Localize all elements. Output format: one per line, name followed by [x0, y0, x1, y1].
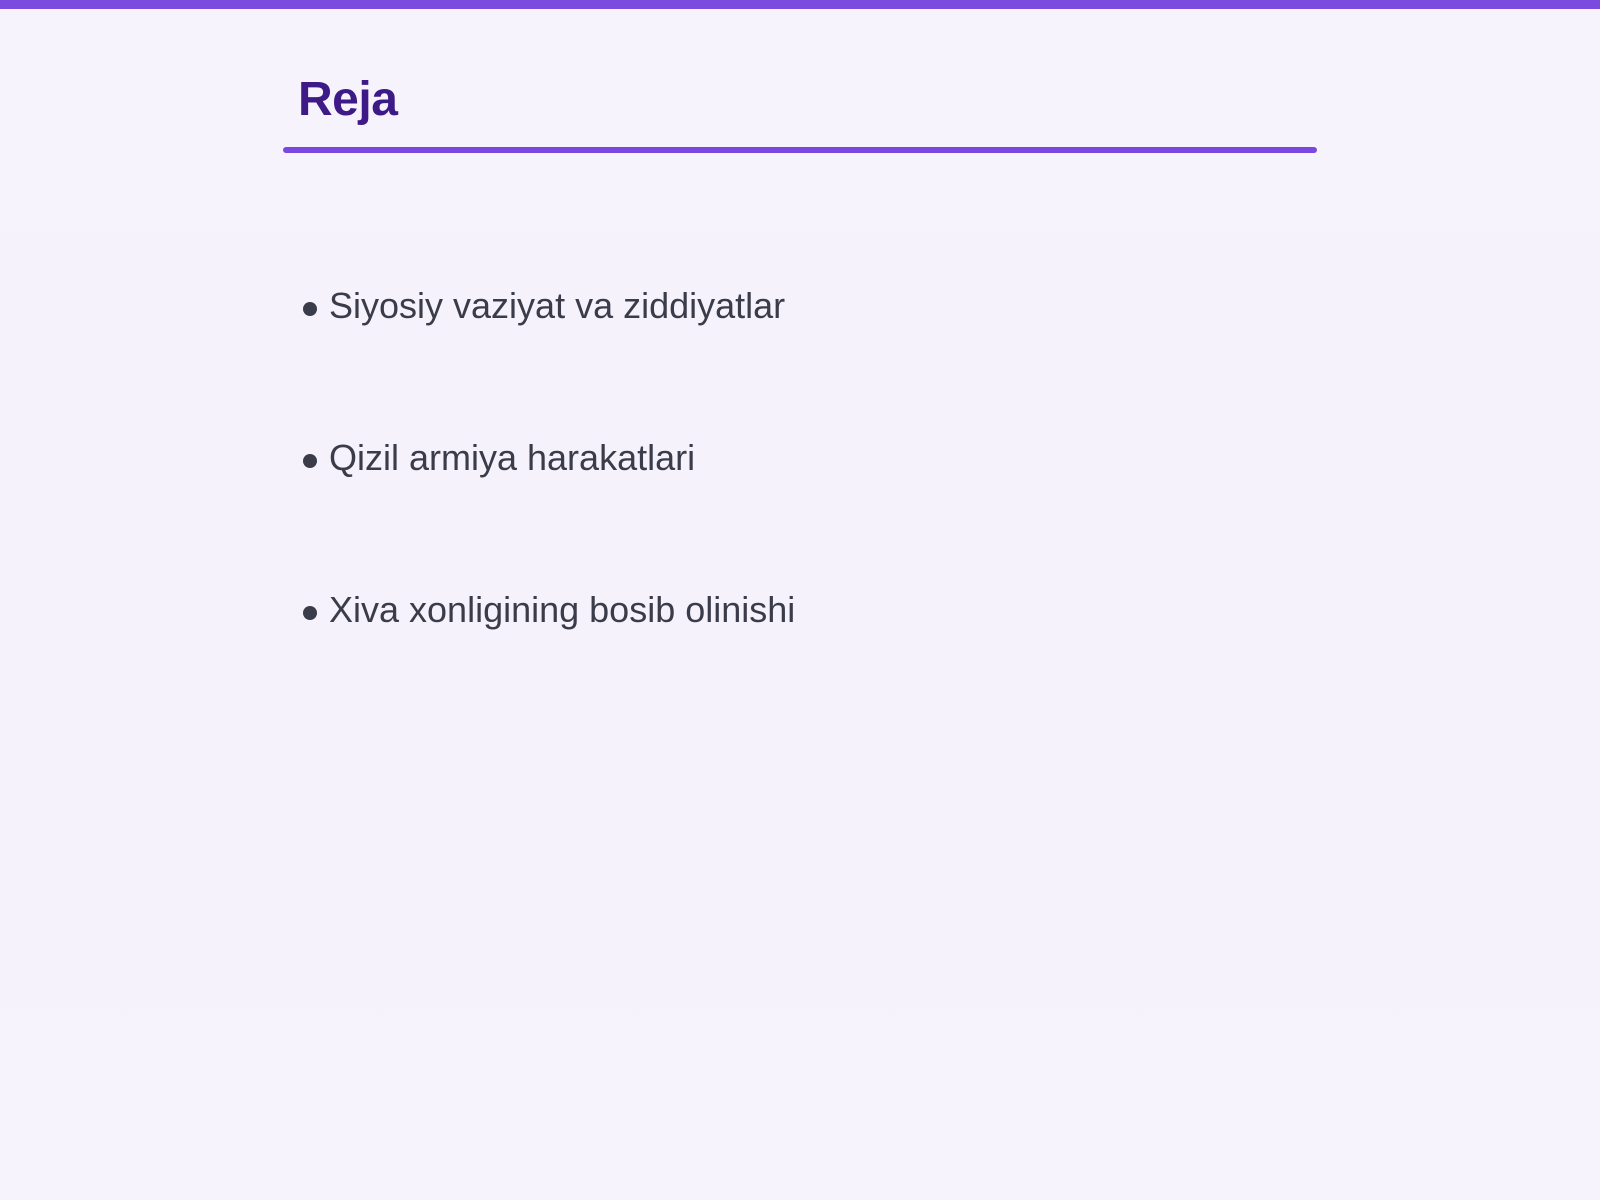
bullet-text: Xiva xonligining bosib olinishi	[329, 589, 796, 630]
bullet-dot-icon	[303, 302, 317, 316]
slide-title: Reja	[298, 73, 398, 126]
bullet-dot-icon	[303, 606, 317, 620]
bullet-text: Qizil armiya harakatlari	[329, 437, 696, 478]
top-accent-bar	[0, 0, 1600, 9]
bullet-text: Siyosiy vaziyat va ziddiyatlar	[329, 285, 786, 326]
bullet-dot-icon	[303, 454, 317, 468]
title-underline	[283, 147, 1317, 153]
